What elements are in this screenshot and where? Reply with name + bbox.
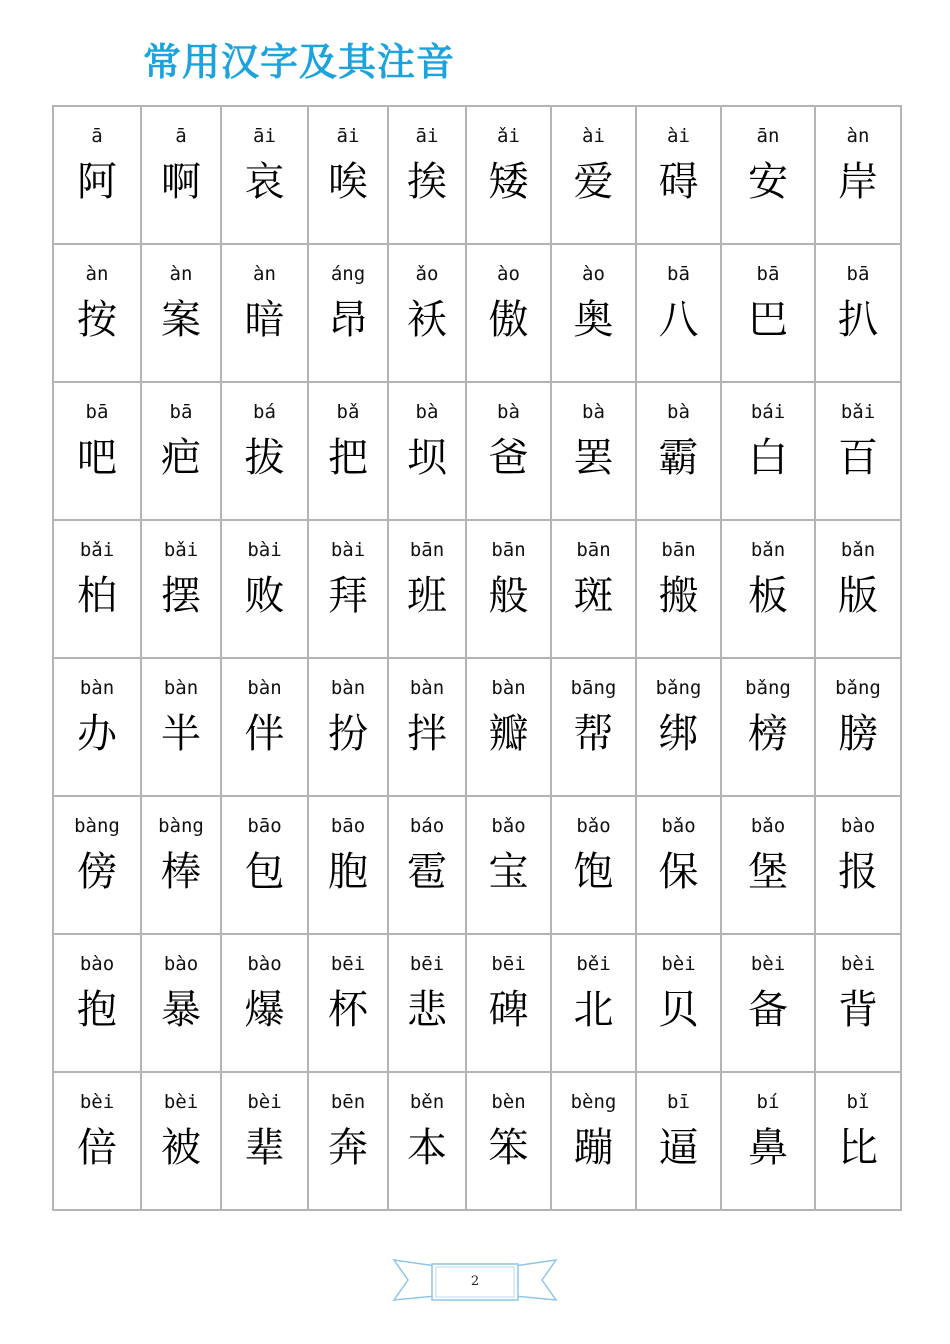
hanzi-character: 倍 (77, 1125, 117, 1171)
pinyin-label: ā (175, 125, 187, 147)
hanzi-character: 百 (838, 435, 878, 481)
character-cell (141, 106, 221, 244)
hanzi-character: 保 (658, 849, 699, 895)
character-cell (53, 934, 141, 1072)
pinyin-label: bài (247, 539, 282, 561)
pinyin-label: bà (415, 401, 439, 423)
pinyin-label: bàng (158, 815, 204, 837)
character-cell (221, 106, 308, 244)
pinyin-label: bān (409, 539, 445, 561)
character-cell (466, 796, 551, 934)
pinyin-label: àn (846, 125, 870, 147)
pinyin-label: bà (497, 401, 520, 423)
pinyin-label: bān (576, 539, 611, 561)
hanzi-character: 碍 (658, 159, 699, 205)
pinyin-label: bèi (840, 953, 876, 975)
character-cell (636, 382, 721, 520)
page-title: 常用汉字及其注音 (143, 39, 456, 84)
hanzi-character: 包 (244, 849, 285, 895)
character-grid (52, 105, 902, 1211)
character-cell (53, 106, 141, 244)
pinyin-label: bǎo (576, 815, 611, 837)
hanzi-character: 扒 (838, 297, 878, 343)
hanzi-character: 备 (748, 987, 788, 1033)
character-cell (466, 658, 551, 796)
character-cell (721, 934, 815, 1072)
character-cell (141, 382, 221, 520)
character-cell (53, 658, 141, 796)
pinyin-label: bèi (163, 1091, 199, 1113)
pinyin-label: bǎi (79, 539, 115, 561)
character-cell (636, 244, 721, 382)
character-cell (53, 1072, 141, 1210)
character-cell (551, 658, 636, 796)
pinyin-label: bǎo (491, 815, 526, 837)
character-cell (221, 382, 308, 520)
character-cell (388, 1072, 466, 1210)
hanzi-character: 半 (161, 711, 201, 757)
page-number-ribbon (392, 1256, 558, 1304)
character-cell (308, 382, 388, 520)
character-cell (721, 106, 815, 244)
character-cell (815, 934, 901, 1072)
pinyin-label: āi (415, 125, 439, 147)
hanzi-character: 背 (838, 987, 878, 1033)
pinyin-label: bēn (330, 1091, 366, 1113)
character-cell (551, 382, 636, 520)
pinyin-label: bǎn (840, 539, 876, 561)
character-cell (721, 1072, 815, 1210)
hanzi-character: 鼻 (748, 1125, 788, 1171)
hanzi-character: 罢 (573, 435, 614, 481)
hanzi-character: 胞 (328, 849, 368, 895)
hanzi-character: 本 (407, 1125, 447, 1171)
hanzi-character: 按 (77, 297, 117, 343)
hanzi-character: 矮 (488, 159, 529, 205)
character-cell (388, 658, 466, 796)
hanzi-character: 笨 (488, 1125, 529, 1171)
hanzi-character: 挨 (407, 159, 447, 205)
hanzi-character: 摆 (161, 573, 201, 619)
pinyin-label: běn (409, 1091, 445, 1113)
hanzi-character: 棒 (161, 849, 201, 895)
character-cell (551, 244, 636, 382)
hanzi-character: 拜 (328, 573, 368, 619)
hanzi-character: 奥 (573, 297, 614, 343)
pinyin-label: bān (661, 539, 696, 561)
character-cell (141, 796, 221, 934)
pinyin-label: bǎo (750, 815, 786, 837)
hanzi-character: 白 (748, 435, 788, 481)
character-cell (388, 244, 466, 382)
hanzi-character: 唉 (328, 159, 368, 205)
hanzi-character: 袄 (407, 297, 447, 343)
character-cell (636, 520, 721, 658)
pinyin-label: ā (91, 125, 103, 147)
hanzi-character: 办 (77, 711, 117, 757)
pinyin-label: bǎo (661, 815, 696, 837)
pinyin-label: bàn (491, 677, 526, 699)
pinyin-label: bī (667, 1091, 690, 1113)
hanzi-character: 扮 (328, 711, 368, 757)
character-cell (53, 382, 141, 520)
character-cell (466, 106, 551, 244)
pinyin-label: bǎng (745, 677, 791, 699)
hanzi-character: 爱 (573, 159, 614, 205)
pinyin-label: bào (163, 953, 199, 975)
pinyin-label: bēi (330, 953, 366, 975)
pinyin-label: ài (667, 125, 690, 147)
pinyin-label: bēi (409, 953, 445, 975)
hanzi-character: 抱 (77, 987, 117, 1033)
hanzi-character: 贝 (658, 987, 699, 1033)
hanzi-character: 雹 (407, 849, 447, 895)
pinyin-label: bā (756, 263, 780, 285)
hanzi-character: 阿 (77, 159, 117, 205)
grid-row (53, 658, 901, 796)
hanzi-character: 比 (838, 1125, 878, 1171)
hanzi-character: 傲 (488, 297, 529, 343)
hanzi-character: 搬 (658, 573, 699, 619)
character-cell (388, 520, 466, 658)
pinyin-label: bāo (247, 815, 282, 837)
character-cell (636, 796, 721, 934)
grid-row (53, 106, 901, 244)
hanzi-character: 拌 (407, 711, 447, 757)
character-cell (308, 520, 388, 658)
character-cell (221, 934, 308, 1072)
pinyin-label: bà (582, 401, 605, 423)
pinyin-label: bǐ (846, 1091, 870, 1113)
pinyin-label: bān (491, 539, 526, 561)
character-cell (388, 382, 466, 520)
pinyin-label: bèi (79, 1091, 115, 1113)
character-cell (141, 934, 221, 1072)
pinyin-label: bāng (570, 677, 617, 699)
pinyin-label: ào (497, 263, 520, 285)
pinyin-label: àn (169, 263, 193, 285)
hanzi-character: 辈 (244, 1125, 285, 1171)
character-cell (53, 796, 141, 934)
hanzi-character: 板 (748, 573, 788, 619)
page-number: 2 (470, 1274, 480, 1289)
hanzi-character: 报 (838, 849, 878, 895)
character-cell (53, 520, 141, 658)
pinyin-label: bàn (79, 677, 115, 699)
hanzi-character: 暴 (161, 987, 201, 1033)
character-cell (815, 796, 901, 934)
hanzi-character: 绑 (658, 711, 699, 757)
character-cell (815, 382, 901, 520)
pinyin-label: bāo (330, 815, 366, 837)
pinyin-label: āi (336, 125, 360, 147)
character-cell (636, 934, 721, 1072)
grid-row (53, 796, 901, 934)
pinyin-label: bèng (570, 1091, 617, 1113)
pinyin-label: bàn (330, 677, 366, 699)
hanzi-character: 拔 (244, 435, 285, 481)
pinyin-label: bà (667, 401, 690, 423)
pinyin-label: báo (409, 815, 445, 837)
pinyin-label: bǎi (163, 539, 199, 561)
hanzi-character: 榜 (748, 711, 788, 757)
hanzi-character: 堡 (748, 849, 788, 895)
pinyin-label: bào (247, 953, 282, 975)
pinyin-label: bǎ (336, 401, 360, 423)
pinyin-label: bào (79, 953, 115, 975)
hanzi-character: 岸 (838, 159, 878, 205)
pinyin-label: ǎi (497, 125, 520, 147)
hanzi-character: 傍 (77, 849, 117, 895)
hanzi-character: 悲 (407, 987, 447, 1033)
hanzi-character: 般 (488, 573, 529, 619)
pinyin-label: bào (840, 815, 876, 837)
hanzi-character: 吧 (77, 435, 117, 481)
character-cell (551, 106, 636, 244)
character-cell (551, 1072, 636, 1210)
pinyin-label: bàng (74, 815, 120, 837)
pinyin-label: bā (846, 263, 870, 285)
hanzi-character: 案 (161, 297, 201, 343)
hanzi-character: 饱 (573, 849, 614, 895)
hanzi-character: 啊 (161, 159, 201, 205)
character-cell (721, 244, 815, 382)
pinyin-label: bàn (247, 677, 282, 699)
hanzi-character: 蹦 (573, 1125, 614, 1171)
hanzi-character: 把 (328, 435, 368, 481)
pinyin-label: bèn (491, 1091, 526, 1113)
character-cell (141, 520, 221, 658)
pinyin-label: bǎi (840, 401, 876, 423)
character-cell (53, 244, 141, 382)
character-cell (551, 796, 636, 934)
character-cell (308, 1072, 388, 1210)
hanzi-character: 安 (748, 159, 788, 205)
character-cell (466, 934, 551, 1072)
pinyin-label: bā (85, 401, 109, 423)
character-cell (388, 106, 466, 244)
pinyin-label: áng (330, 263, 366, 285)
character-cell (636, 106, 721, 244)
hanzi-character: 斑 (573, 573, 614, 619)
character-cell (815, 1072, 901, 1210)
character-cell (815, 658, 901, 796)
hanzi-character: 版 (838, 573, 878, 619)
grid-row (53, 382, 901, 520)
character-cell (721, 382, 815, 520)
pinyin-label: āi (253, 125, 276, 147)
hanzi-character: 碑 (488, 987, 529, 1033)
pinyin-label: ǎo (415, 263, 439, 285)
character-cell (636, 1072, 721, 1210)
pinyin-label: ài (582, 125, 605, 147)
character-cell (466, 244, 551, 382)
hanzi-character: 败 (244, 573, 285, 619)
character-cell (466, 520, 551, 658)
character-cell (815, 520, 901, 658)
character-cell (308, 106, 388, 244)
pinyin-label: bái (750, 401, 786, 423)
character-cell (721, 796, 815, 934)
pinyin-label: bēi (491, 953, 526, 975)
character-cell (221, 520, 308, 658)
hanzi-character: 班 (407, 573, 447, 619)
pinyin-label: bèi (750, 953, 786, 975)
pinyin-label: bí (756, 1091, 780, 1113)
grid-row (53, 934, 901, 1072)
hanzi-character: 哀 (244, 159, 285, 205)
character-cell (466, 1072, 551, 1210)
character-cell (141, 658, 221, 796)
character-cell (221, 658, 308, 796)
character-cell (466, 382, 551, 520)
hanzi-character: 帮 (573, 711, 614, 757)
pinyin-label: bèi (247, 1091, 282, 1113)
hanzi-character: 八 (658, 297, 699, 343)
hanzi-character: 柏 (77, 573, 117, 619)
character-cell (815, 106, 901, 244)
hanzi-character: 北 (573, 987, 614, 1033)
grid-row (53, 244, 901, 382)
character-cell (551, 520, 636, 658)
character-cell (721, 658, 815, 796)
pinyin-label: àn (85, 263, 109, 285)
hanzi-character: 被 (161, 1125, 201, 1171)
character-cell (815, 244, 901, 382)
character-cell (308, 244, 388, 382)
pinyin-label: ān (756, 125, 780, 147)
hanzi-character: 霸 (658, 435, 699, 481)
character-cell (636, 658, 721, 796)
character-cell (308, 796, 388, 934)
character-cell (221, 244, 308, 382)
pinyin-label: bǎng (835, 677, 881, 699)
pinyin-label: bǎng (655, 677, 702, 699)
hanzi-character: 宝 (488, 849, 529, 895)
pinyin-label: běi (576, 953, 611, 975)
character-cell (141, 244, 221, 382)
pinyin-label: bǎn (750, 539, 786, 561)
hanzi-character: 膀 (838, 711, 878, 757)
hanzi-character: 巴 (748, 297, 788, 343)
pinyin-label: bài (330, 539, 366, 561)
character-cell (721, 520, 815, 658)
hanzi-character: 伴 (244, 711, 285, 757)
character-cell (308, 658, 388, 796)
hanzi-character: 奔 (328, 1125, 368, 1171)
hanzi-character: 瓣 (488, 711, 529, 757)
character-cell (221, 796, 308, 934)
pinyin-label: bèi (661, 953, 696, 975)
hanzi-character: 疤 (161, 435, 201, 481)
pinyin-label: bàn (163, 677, 199, 699)
grid-row (53, 1072, 901, 1210)
pinyin-label: bā (169, 401, 193, 423)
hanzi-character: 暗 (244, 297, 285, 343)
character-cell (221, 1072, 308, 1210)
character-cell (388, 796, 466, 934)
pinyin-label: bàn (409, 677, 445, 699)
character-cell (141, 1072, 221, 1210)
pinyin-label: àn (253, 263, 276, 285)
hanzi-character: 昂 (328, 297, 368, 343)
character-cell (551, 934, 636, 1072)
pinyin-label: bá (253, 401, 276, 423)
character-cell (308, 934, 388, 1072)
hanzi-character: 杯 (328, 987, 368, 1033)
hanzi-character: 逼 (658, 1125, 699, 1171)
grid-row (53, 520, 901, 658)
character-cell (388, 934, 466, 1072)
hanzi-character: 坝 (407, 435, 447, 481)
hanzi-character: 爸 (488, 435, 529, 481)
pinyin-label: bā (667, 263, 690, 285)
pinyin-label: ào (582, 263, 605, 285)
hanzi-character: 爆 (244, 987, 285, 1033)
